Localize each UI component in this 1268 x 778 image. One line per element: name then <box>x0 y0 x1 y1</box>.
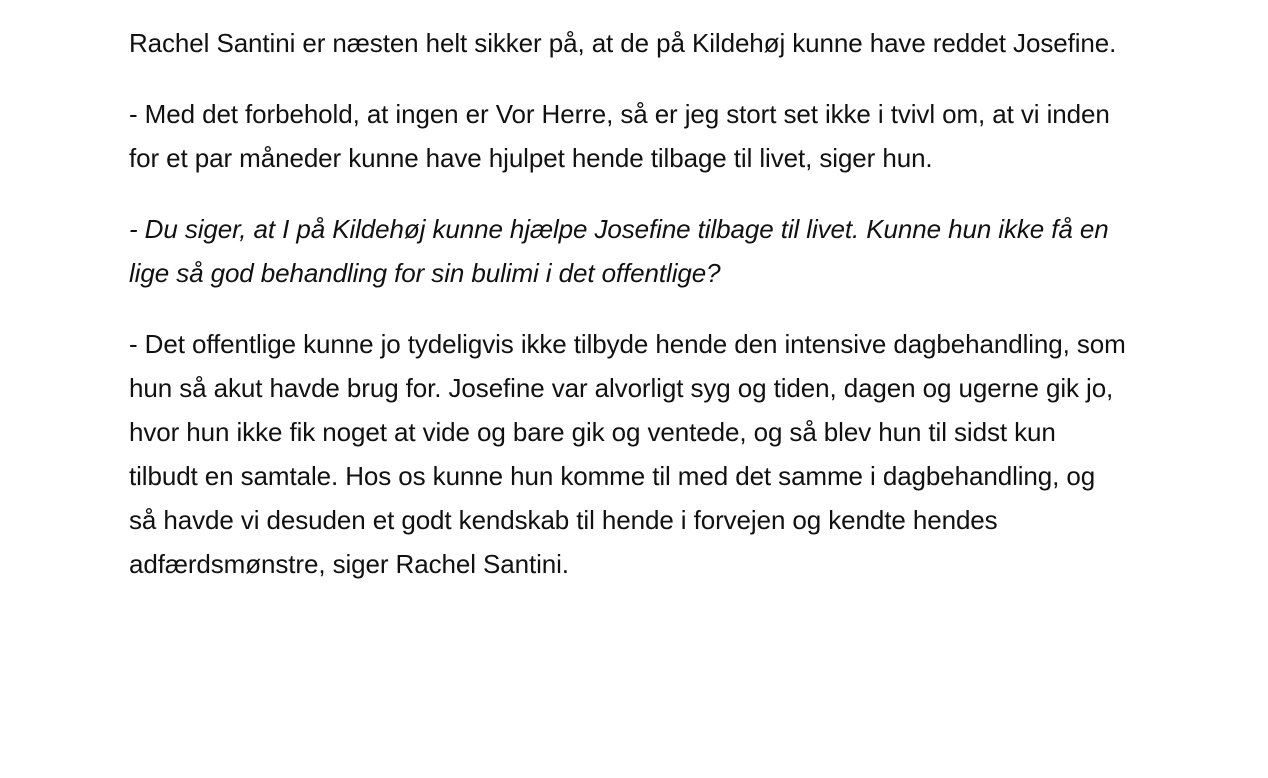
paragraph-quote-1: - Med det forbehold, at ingen er Vor Herre, så er jeg stort set ikke i tvivl om, at vi inden for et par måneder kunne have hjulpet hende tilbage til livet, siger hun. <box>129 99 1110 173</box>
paragraph-intro: Rachel Santini er næsten helt sikker på, at de på Kildehøj kunne have reddet Josefine. <box>129 28 1117 58</box>
paragraph-answer: - Det offentlige kunne jo tydeligvis ikke tilbyde hende den intensive dagbehandling, som hun så akut havde brug for. Josefine var alvorligt syg og tiden, dagen og ugerne gik jo, hvor hun ikke fik noget at vide og bare gik og ventede, og så blev hun til sidst kun tilbudt en samtale. Hos os kunne hun komme til med det samme i dagbehandling, og så havde vi desuden et godt kendskab til hende i forvejen og kendte hendes adfærdsmønstre, siger Rachel Santini. <box>129 329 1126 579</box>
paragraph-question: - Du siger, at I på Kildehøj kunne hjælpe Josefine tilbage til livet. Kunne hun ikke få en lige så god behandling for sin bulimi i det offentlige? <box>129 214 1109 288</box>
article-body <box>129 21 1129 613</box>
